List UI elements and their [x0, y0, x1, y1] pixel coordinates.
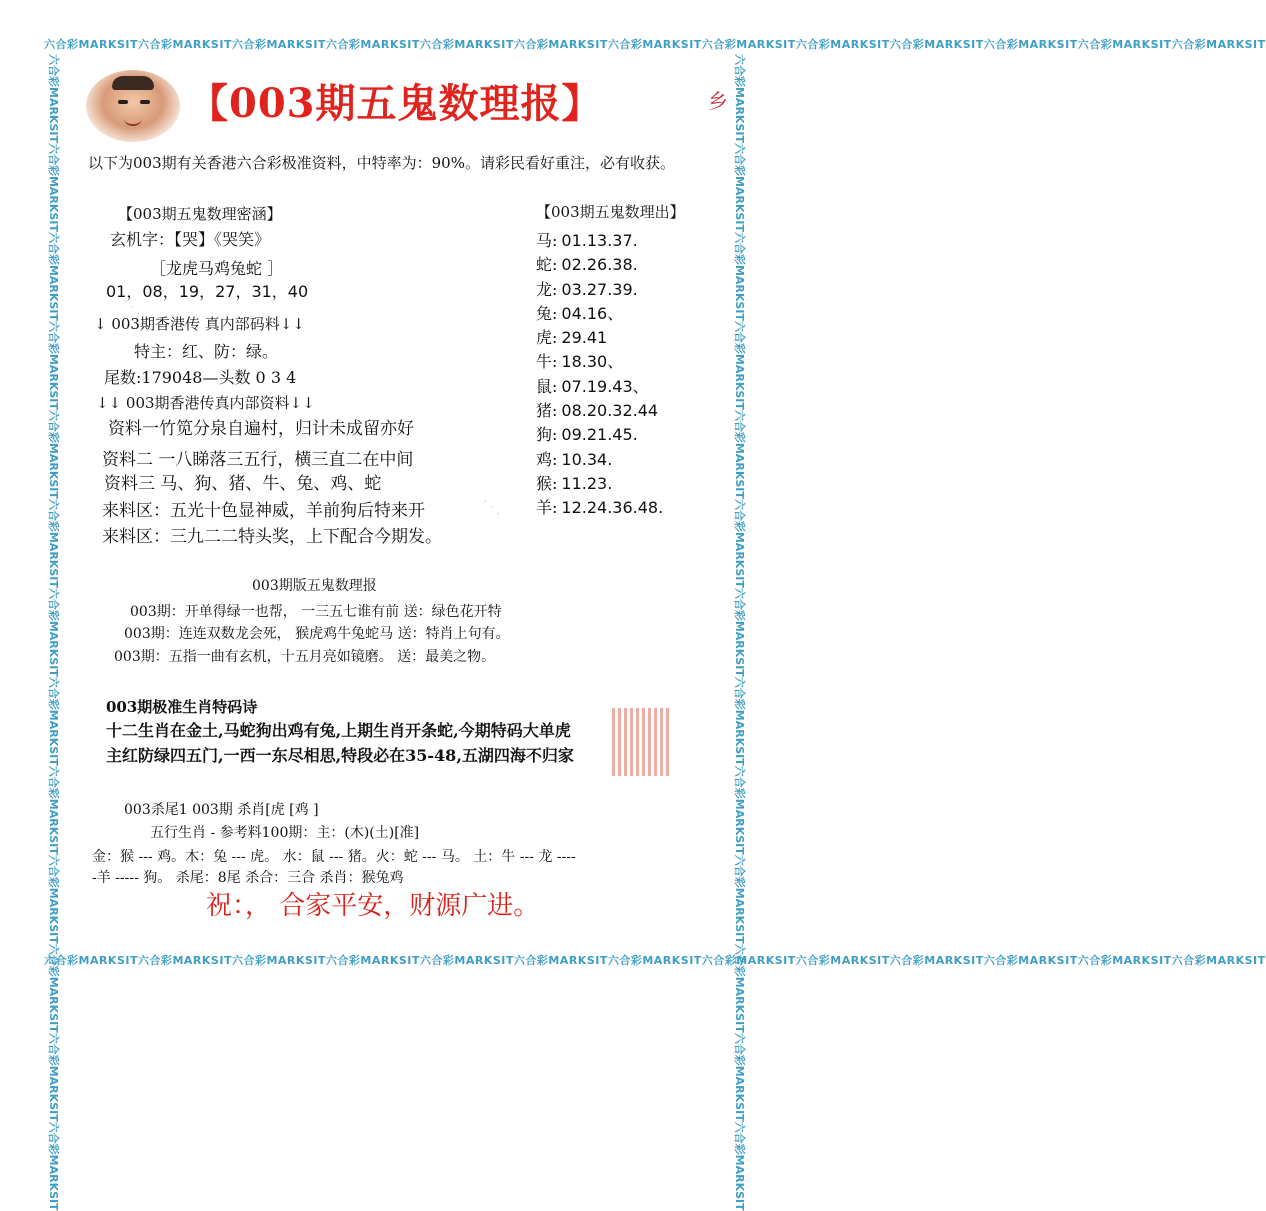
row-animal: 龙:	[536, 279, 558, 299]
number-list: 01，08，19，27，31，40	[106, 282, 309, 301]
row-animal: 狗:	[536, 425, 558, 445]
row-animal: 兔:	[536, 303, 558, 323]
row-animal: 羊:	[536, 498, 558, 518]
table-row	[536, 422, 663, 446]
row-animal: 鼠:	[536, 376, 558, 396]
wuxing-text: 五行生肖 - 参考料100期：主：(木)(土)[准]	[150, 825, 420, 841]
intro-text: 以下为003期有关香港六合彩极准资料，中特率为：90%。请彩民看好重注，必有收获。	[88, 154, 675, 172]
table-row	[536, 325, 663, 349]
border-right-text: 六合彩MARKSIT六合彩MARKSIT六合彩MARKSIT六合彩MARKSIT六合彩MARKSIT六合彩MARKSIT六合彩MARKSIT六合彩MARKSIT六合彩MARKSIT六合彩MARKSIT六合彩MARKSIT六合彩MARKSIT六合彩MARKSIT	[733, 54, 746, 1211]
header-deco-glyph: 乡	[708, 89, 728, 113]
row-numbers: 02.26.38.	[561, 255, 638, 275]
left-heading: 【003期五鬼数理密涵】	[118, 205, 282, 223]
shawei-text: 003杀尾1 003期 杀肖[虎 [鸡 ]	[124, 802, 319, 818]
ziliao-three: 资料三 马、狗、猪、牛、兔、鸡、蛇	[104, 474, 382, 494]
red-stamp-mark	[612, 708, 672, 776]
tezhu-text: 特主：红、防：绿。	[134, 342, 279, 361]
ziliao-two: 资料二 一八睇落三五行，横三直二在中间	[102, 450, 414, 470]
avatar-mouth	[124, 118, 142, 126]
border-top-text: 六合彩MARKSIT六合彩MARKSIT六合彩MARKSIT六合彩MARKSIT六合彩MARKSIT六合彩MARKSIT六合彩MARKSIT六合彩MARKSIT六合彩MARKSIT六合彩MARKSIT六合彩MARKSIT六合彩MARKSIT六合彩MARKSIT	[44, 38, 1266, 51]
row-numbers: 08.20.32.44	[561, 401, 659, 421]
xuanji-text: 玄机字：【哭】《哭笑》	[110, 230, 271, 249]
wuxing-line-1: 金：猴 --- 鸡。木：兔 --- 虎。 水：鼠 --- 猪。火：蛇 --- 马。 土：牛 --- 龙 ----	[92, 849, 576, 865]
page-title: 【003期五鬼数理报】	[188, 80, 603, 127]
table-row	[536, 301, 663, 325]
row-numbers: 11.23.	[561, 473, 613, 493]
lailiao-one: 来料区：五光十色显神威，羊前狗后特来开	[102, 501, 425, 521]
table-row	[536, 277, 663, 301]
portrait-avatar	[86, 70, 180, 142]
avatar-eye	[140, 100, 150, 104]
row-animal: 鸡:	[536, 449, 558, 469]
border-right	[730, 54, 748, 1211]
table-row	[536, 349, 663, 373]
weishu-text: 尾数:179048—头数 0 3 4	[104, 368, 297, 387]
section2-line-1: 003期：开单得绿一也帮， 一三五七谁有前 送：绿色花开特	[130, 604, 502, 620]
wuxing-line-2: -羊 ----- 狗。 杀尾：8尾 杀合：三合 杀肖：猴兔鸡	[92, 870, 404, 886]
row-animal: 虎:	[536, 328, 558, 348]
row-numbers: 04.16、	[561, 303, 624, 323]
lailiao-two: 来料区：三九二二特头奖，上下配合今期发。	[102, 527, 442, 547]
section2-line-2: 003期：连连双数龙会死， 猴虎鸡牛兔蛇马 送：特肖上句有。	[124, 626, 510, 642]
row-numbers: 07.19.43、	[561, 376, 649, 396]
watermark-decor: · · ·	[477, 494, 505, 522]
ziliao-one: 资料一竹笕分泉自遍村，归计未成留亦好	[108, 419, 414, 439]
poem-line-1: 十二生肖在金土,马蛇狗出鸡有兔,上期生肖开条蛇,今期特码大单虎	[106, 721, 571, 740]
row-animal: 牛:	[536, 352, 558, 372]
table-row	[536, 398, 663, 422]
table-row	[536, 228, 663, 252]
row-animal: 猴:	[536, 473, 558, 493]
row-numbers: 01.13.37.	[561, 231, 638, 250]
watermark-decor: · · ·	[117, 294, 145, 322]
row-numbers: 03.27.39.	[561, 279, 638, 299]
row-animal: 马:	[536, 231, 558, 250]
row-numbers: 18.30、	[561, 352, 624, 372]
border-left	[44, 54, 62, 1211]
section2-heading: 003期版五鬼数理报	[252, 578, 377, 594]
avatar-eye	[118, 100, 128, 104]
border-bottom-text: 六合彩MARKSIT六合彩MARKSIT六合彩MARKSIT六合彩MARKSIT六合彩MARKSIT六合彩MARKSIT六合彩MARKSIT六合彩MARKSIT六合彩MARKSIT六合彩MARKSIT六合彩MARKSIT六合彩MARKSIT六合彩MARKSIT	[44, 954, 1266, 967]
section2-line-3: 003期：五指一曲有玄机，十五月亮如镜磨。 送：最美之物。	[114, 649, 496, 665]
zodiac-number-table	[536, 228, 663, 520]
row-numbers: 12.24.36.48.	[561, 498, 664, 518]
poem-line-2: 主红防绿四五门,一西一东尽相思,特段必在35-48,五湖四海不归家	[106, 746, 574, 765]
row-numbers: 09.21.45.	[561, 425, 638, 445]
zodiac-list: ［龙虎马鸡兔蛇 ］	[150, 259, 284, 278]
border-left-text: 六合彩MARKSIT六合彩MARKSIT六合彩MARKSIT六合彩MARKSIT六合彩MARKSIT六合彩MARKSIT六合彩MARKSIT六合彩MARKSIT六合彩MARKSIT六合彩MARKSIT六合彩MARKSIT六合彩MARKSIT六合彩MARKSIT	[47, 54, 60, 1211]
hk-code-heading: ↓ 003期香港传 真内部码料↓↓	[94, 315, 305, 333]
right-heading: 【003期五鬼数理出】	[536, 203, 685, 221]
avatar-hair	[112, 76, 154, 90]
table-row	[536, 374, 663, 398]
hk-data-heading: ↓↓ 003期香港传真内部资料↓↓	[96, 394, 315, 412]
row-numbers: 29.41	[561, 328, 608, 348]
table-row	[536, 447, 663, 471]
row-numbers: 10.34.	[561, 449, 613, 469]
row-animal: 蛇:	[536, 255, 558, 275]
table-row	[536, 252, 663, 276]
table-row	[536, 471, 663, 495]
poem-heading: 003期极准生肖特码诗	[106, 698, 258, 716]
row-animal: 猪:	[536, 401, 558, 421]
table-row	[536, 495, 663, 519]
blessing-text: 祝：， 合家平安，财源广进。	[206, 891, 540, 921]
